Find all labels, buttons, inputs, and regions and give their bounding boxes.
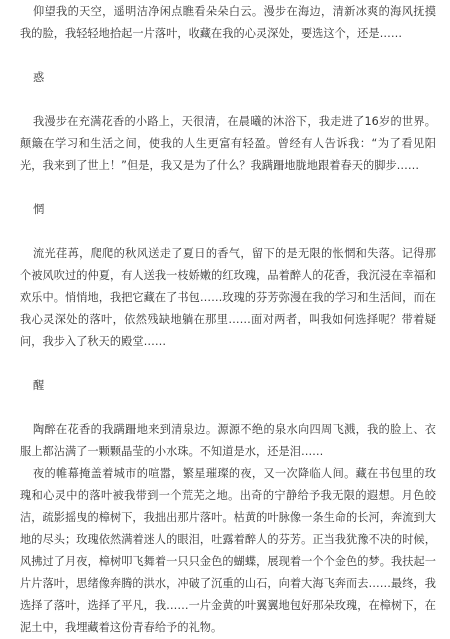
section-heading-xing: 醒 — [33, 379, 45, 392]
section-spacer — [20, 177, 436, 199]
section-paragraph: 夜的帷幕掩盖着城市的喧嚣，繁星璀璨的夜，又一次降临人间。藏在书包里的玫瑰和心灵中的落叶被我带到一个荒芜之地。出奇的宁静给予我无限的遐想。月色皎洁，疏影摇曳的樟树下，我拙出那片落叶。枯黄的叶脉像一条生命的长河，奔流到大地的尽头；玫瑰依然满着迷人的眼泪，吐露着醉人的芬芳。正当我犹豫不决的时候，风拂过了月夜，樟树叩飞舞着一只只金色的蝴蝶，展现着一个个金色的梦。我扶起一片片落叶，思绪像奔腾的洪水，冲破了沉重的山石，向着大海飞奔而去……最终，我选择了落叶，选择了平凡，我……一片金黄的叶翼翼地包好那朵玫瑰，在樟树下，在泥土中，我埋藏着这份青春给予的礼物。 — [20, 467, 436, 634]
section-paragraph: 流光荏苒，爬爬的秋风送走了夏日的香气，留下的是无限的怅惘和失落。记得那个被风吹过的仲夏，有人送我一枝娇嫩的红玫瑰，品着醉人的花香，我沉浸在幸福和欢乐中。悄悄地，我把它藏在了书包……玫瑰的芬芳弥漫在我的学习和生活间，而在我心灵深处的落叶，依然残缺地躺在那里……面对两者，叫我如何选择呢？带着疑问，我步入了秋天的殿堂…… — [20, 247, 436, 348]
section-spacer — [20, 45, 436, 67]
intro-paragraph: 仰望我的天空，遥明洁净闲点瞧看朵朵白云。漫步在海边，清新冰爽的海风抚摸我的脸，我轻轻地拾起一片落叶，收藏在我的心灵深处，要选这个，还是…… — [20, 5, 436, 40]
section-spacer — [20, 89, 436, 111]
section-paragraph: 我漫步在充满花香的小路上，天很清，在晨曦的沐浴下，我走进了16岁的世界。颠簸在学习和生活之间，使我的人生更富有轻盈。曾经有人告诉我：“为了看见阳光，我来到了世上！”但是，我又是为了什么？我蹒跚地胧地跟着春天的脚步…… — [20, 115, 436, 172]
section-paragraph: 陶醉在花香的我蹒跚地来到清泉边。源源不绝的泉水向四周飞溅，我的脸上、衣服上都沾满了一颗颗晶莹的小水珠。不知道是水，还是泪…… — [20, 423, 436, 458]
section-spacer — [20, 353, 436, 375]
section-heading-huo: 惑 — [33, 71, 45, 84]
section-spacer — [20, 221, 436, 243]
section-heading-wang: 惘 — [33, 203, 45, 216]
section-spacer — [20, 397, 436, 419]
